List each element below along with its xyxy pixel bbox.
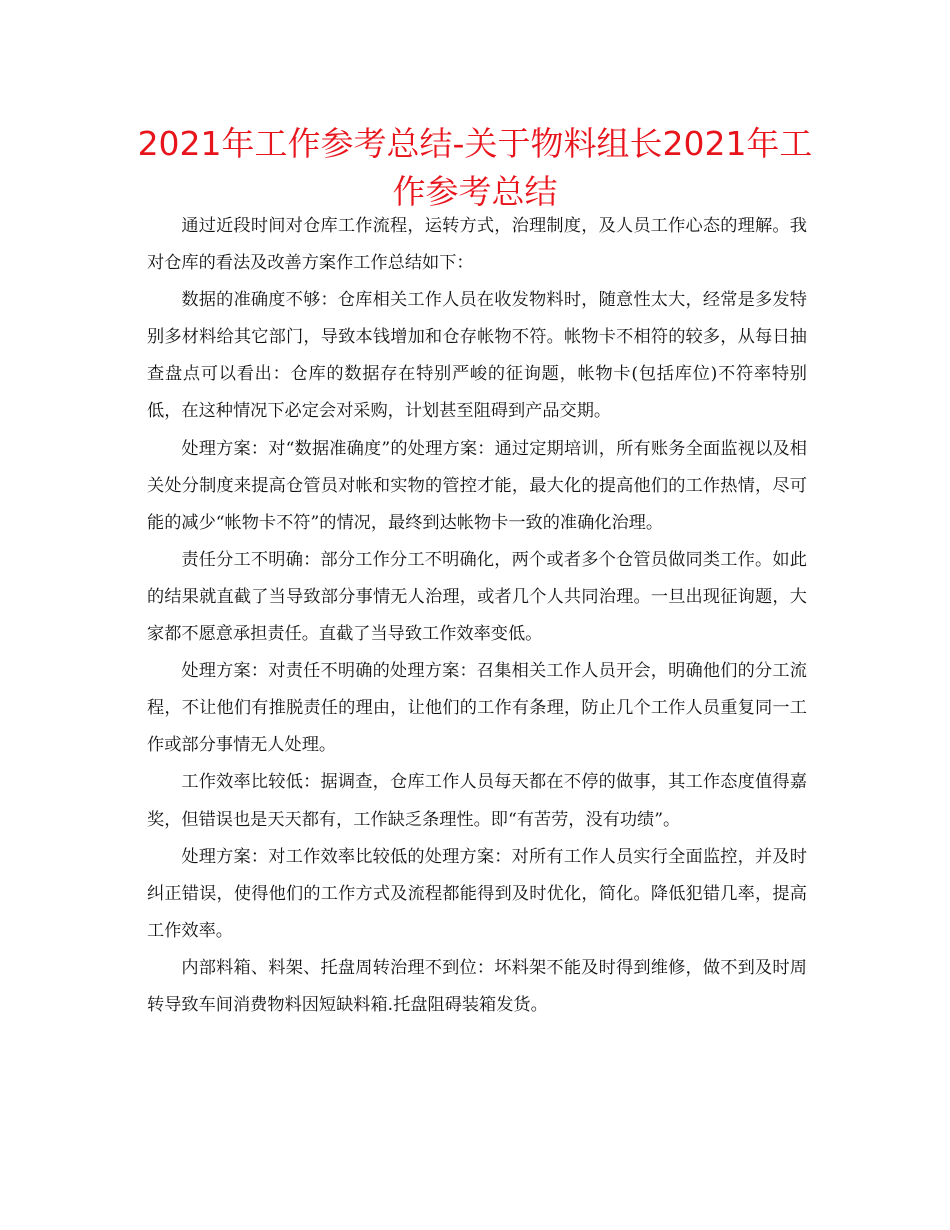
paragraph-turnover: 内部料箱、料架、托盘周转治理不到位：坏料架不能及时得到维修，做不到及时周转导致车间消费物料因短缺料箱.托盘阻碍装箱发货。 — [147, 957, 807, 1015]
paragraph-responsibility: 责任分工不明确：部分工作分工不明确化，两个或者多个仓管员做同类工作。如此的结果就直截了当导致部分事情无人治理，或者几个人共同治理。一旦出现征询题，大家都不愿意承担责任。直截了当导致工作效率变低。 — [147, 549, 807, 645]
document-body — [147, 208, 807, 1024]
paragraph-data-accuracy: 数据的准确度不够：仓库相关工作人员在收发物料时，随意性太大，经常是多发特别多材料给其它部门，导致本钱增加和仓存帐物不符。帐物卡不相符的较多，从每日抽查盘点可以看出：仓库的数据存在特别严峻的征询题，帐物卡(包括库位)不符率特别低，在这种情况下必定会对采购，计划甚至阻碍到产品交期。 — [147, 290, 807, 422]
paragraph-efficiency-solution: 处理方案：对工作效率比较低的处理方案：对所有工作人员实行全面监控，并及时纠正错误，使得他们的工作方式及流程都能得到及时优化，简化。降低犯错几率，提高工作效率。 — [147, 846, 807, 941]
paragraph-responsibility-solution: 处理方案：对责任不明确的处理方案：召集相关工作人员开会，明确他们的分工流程，不让他们有推脱责任的理由，让他们的工作有条理，防止几个工作人员重复同一工作或部分事情无人处理。 — [147, 661, 807, 756]
paragraph-efficiency: 工作效率比较低：据调查，仓库工作人员每天都在不停的做事，其工作态度值得嘉奖，但错误也是天天都有，工作缺乏条理性。即“有苦劳，没有功绩”。 — [147, 772, 807, 830]
paragraph-data-accuracy-solution: 处理方案：对“数据准确度”的处理方案：通过定期培训，所有账务全面监视以及相关处分制度来提高仓管员对帐和实物的管控才能，最大化的提高他们的工作热情，尽可能的减少“帐物卡不符”的情况，最终到达帐物卡一致的准确化治理。 — [147, 438, 807, 533]
paragraph-intro: 通过近段时间对仓库工作流程，运转方式，治理制度，及人员工作心态的理解。我对仓库的看法及改善方案作工作总结如下： — [147, 216, 807, 274]
document-title: 2021年工作参考总结-关于物料组长2021年工作参考总结 — [137, 124, 813, 211]
